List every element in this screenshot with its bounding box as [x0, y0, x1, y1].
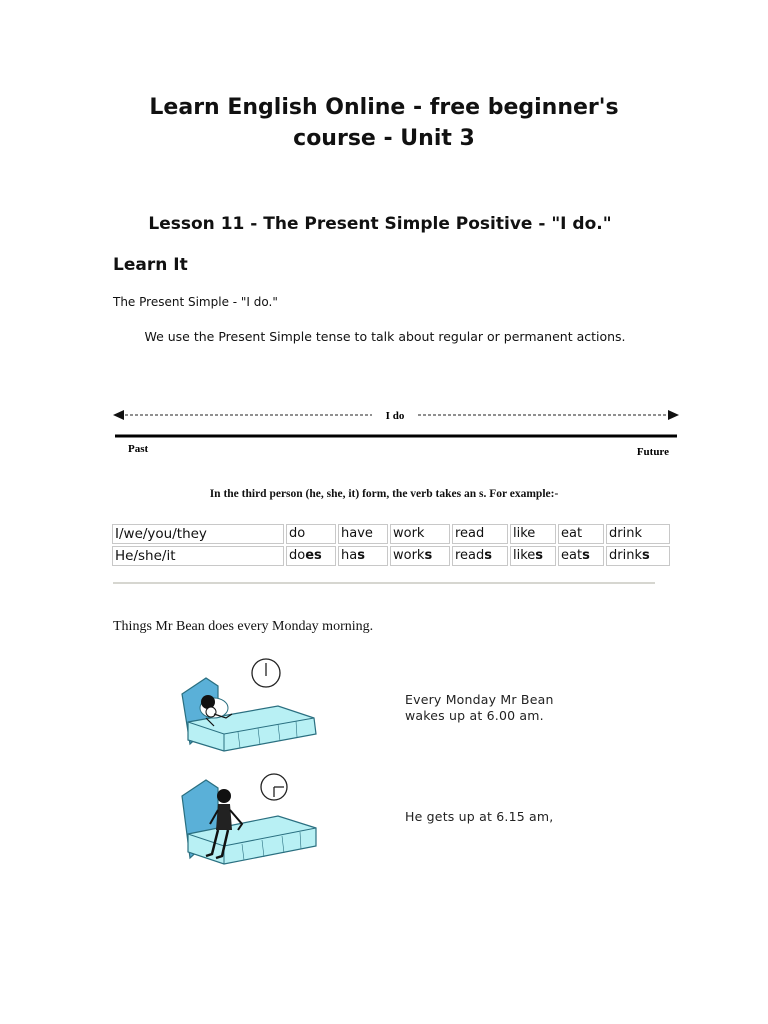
verb-cell — [510, 546, 556, 566]
verb-ending: s — [535, 548, 544, 563]
torso-shape — [216, 804, 232, 830]
timeline-future-label: Future — [636, 446, 669, 458]
timeline-diagram — [110, 404, 682, 464]
mr-bean-getting-up-illustration — [178, 772, 320, 872]
timeline-svg — [110, 404, 682, 464]
face-shape — [206, 707, 216, 717]
verb-base: like — [513, 526, 536, 541]
verb-cell — [286, 524, 336, 544]
verb-base: ha — [341, 548, 358, 563]
intro-text: We use the Present Simple tense to talk about regular or permanent actions. — [144, 329, 626, 344]
verb-cell — [558, 524, 604, 544]
bed-getting-up-svg — [178, 772, 320, 872]
verb-base: drink — [609, 526, 642, 541]
verb-cell — [390, 524, 450, 544]
arrow-left-icon — [113, 410, 124, 420]
third-person-note: In the third person (he, she, it) form, the verb takes an s. For example:- — [209, 488, 559, 500]
verb-ending: s — [484, 548, 493, 563]
verb-cell — [390, 546, 450, 566]
section-heading: Learn It — [113, 255, 188, 275]
story-heading: Things Mr Bean does every Monday morning. — [113, 619, 374, 634]
subheading: The Present Simple - "I do." — [113, 295, 278, 309]
timeline-center-label: I do — [385, 410, 405, 422]
verb-cell — [452, 524, 508, 544]
verb-ending: es — [305, 548, 322, 563]
pronoun-cell: He/she/it — [112, 546, 284, 566]
table-row — [112, 524, 670, 544]
story-caption-1: Every Monday Mr Bean wakes up at 6.00 am. — [405, 692, 554, 723]
verb-cell — [558, 546, 604, 566]
verb-base: drink — [609, 548, 642, 563]
verb-table — [110, 522, 672, 568]
verb-cell — [338, 524, 388, 544]
verb-cell — [452, 546, 508, 566]
verb-cell — [286, 546, 336, 566]
verb-ending: s — [641, 548, 650, 563]
verb-cell — [606, 524, 670, 544]
table-row — [112, 546, 670, 566]
arrow-right-icon — [668, 410, 679, 420]
verb-base: read — [455, 526, 485, 541]
verb-base: have — [341, 526, 373, 541]
verb-cell — [606, 546, 670, 566]
verb-cell — [338, 546, 388, 566]
verb-base: do — [289, 548, 306, 563]
verb-base: read — [455, 548, 485, 563]
page-title — [0, 92, 768, 154]
pronoun-cell: I/we/you/they — [112, 524, 284, 544]
page-title-line-1: Learn English Online - free beginner's — [149, 95, 619, 120]
head-shape — [217, 789, 231, 803]
verb-base: eat — [561, 526, 583, 541]
timeline-past-label: Past — [128, 443, 149, 455]
verb-base: do — [289, 526, 306, 541]
verb-cell — [510, 524, 556, 544]
verb-base: work — [393, 526, 425, 541]
verb-base: like — [513, 548, 536, 563]
mr-bean-waking-illustration — [178, 656, 320, 756]
verb-ending: s — [424, 548, 433, 563]
verb-ending: s — [357, 548, 365, 563]
story-caption-2: He gets up at 6.15 am, — [405, 809, 554, 824]
bed-waking-svg — [178, 656, 320, 756]
verb-ending: s — [582, 548, 590, 563]
verb-base: eat — [561, 548, 583, 563]
page-title-line-2: course - Unit 3 — [293, 126, 475, 151]
divider — [113, 582, 655, 584]
lesson-title: Lesson 11 - The Present Simple Positive - "I do." — [148, 214, 612, 234]
verb-base: work — [393, 548, 425, 563]
